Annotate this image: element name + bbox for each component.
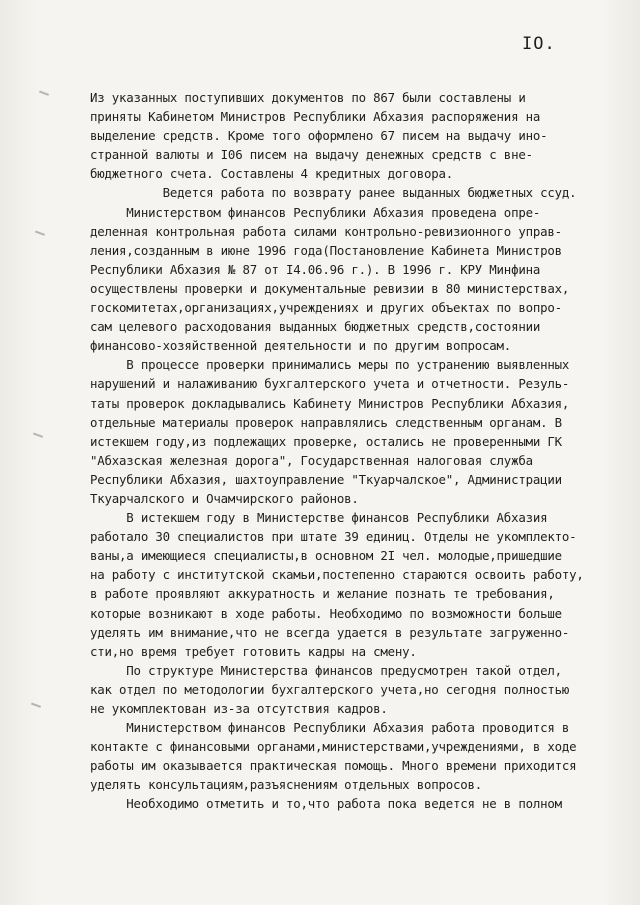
hole-punch-mark bbox=[29, 703, 41, 714]
text-line: ваны,а имеющиеся специалисты,в основном 2I чел. молодые,пришедшие bbox=[90, 548, 562, 564]
text-line: уделять консультациям,разъяснениям отдельных вопросов. bbox=[90, 777, 483, 793]
text-line: нарушений и налаживанию бухгалтерского учета и отчетности. Резуль- bbox=[90, 376, 570, 392]
text-line: ления,созданным в июне 1996 года(Постановление Кабинета Министров bbox=[90, 242, 562, 258]
text-line: В истекшем году в Министерстве финансов Республики Абхазия bbox=[90, 510, 548, 526]
text-line: не укомплектован из-за отсутствия кадров. bbox=[90, 701, 388, 716]
text-line: Республики Абхазия № 87 от I4.06.96 г.). В 1996 г. КРУ Минфина bbox=[90, 261, 541, 277]
body-text bbox=[90, 88, 618, 814]
text-line: деленная контрольная работа силами контрольно-ревизионного управ- bbox=[90, 223, 562, 239]
text-line: Необходимо отметить и то,что работа пока ведется не в полном bbox=[90, 796, 562, 812]
text-line: Ведется работа по возврату ранее выданных бюджетных ссуд. bbox=[90, 185, 577, 201]
text-line: госкомитетах,организациях,учреждениях и других объектах по вопро- bbox=[90, 300, 562, 316]
text-line: отдельные материалы проверок направлялись следственным органам. В bbox=[90, 414, 562, 430]
text-line: работы им оказывается практическая помощь. Много времени приходится bbox=[90, 758, 577, 774]
text-line: в работе проявляют аккуратность и желание познать те требования, bbox=[90, 586, 555, 602]
text-line: странной валюты и I06 писем на выдачу денежных средств с вне- bbox=[90, 147, 533, 163]
text-line: Министерством финансов Республики Абхазия проведена опре- bbox=[90, 204, 541, 220]
text-line: как отдел по методологии бухгалтерского учета,но сегодня полностью bbox=[90, 681, 570, 697]
text-line: истекшем году,из подлежащих проверке, остались не проверенными ГК bbox=[90, 433, 562, 449]
text-line: выделение средств. Кроме того оформлено 67 писем на выдачу ино- bbox=[90, 128, 548, 144]
text-line: уделять им внимание,что не всегда удается в результате загруженно- bbox=[90, 624, 570, 640]
text-line: Республики Абхазия, шахтоуправление "Ткуарчалское", Администрации bbox=[90, 471, 562, 487]
text-line: В процессе проверки принимались меры по устранению выявленных bbox=[90, 357, 570, 373]
text-line: сти,но время требует готовить кадры на смену. bbox=[90, 643, 417, 659]
text-line: Министерством финансов Республики Абхазия работа проводится в bbox=[90, 720, 570, 736]
text-line: осуществлены проверки и документальные ревизии в 80 министерствах, bbox=[90, 280, 570, 296]
text-line: которые возникают в ходе работы. Необходимо по возможности больше bbox=[90, 605, 562, 621]
text-line: Ткуарчалского и Очамчирского районов. bbox=[90, 490, 359, 506]
text-line: По структуре Министерства финансов предусмотрен такой отдел, bbox=[90, 662, 562, 678]
text-line: сам целевого расходования выданных бюджетных средств,состоянии bbox=[90, 319, 541, 335]
text-line: работало 30 специалистов при штате 39 единиц. Отделы не укомплекто- bbox=[90, 529, 577, 545]
text-line: таты проверок докладывались Кабинету Министров Республики Абхазия, bbox=[90, 395, 570, 411]
text-line: контакте с финансовыми органами,министерствами,учреждениями, в ходе bbox=[90, 739, 577, 755]
page-number: IO. bbox=[522, 34, 556, 54]
hole-punch-mark bbox=[37, 91, 49, 102]
text-line: приняты Кабинетом Министров Республики Абхазия распоряжения на bbox=[90, 109, 541, 125]
hole-punch-mark bbox=[31, 433, 43, 444]
text-line: на работу с институтской скамьи,постепенно стараются освоить работу, bbox=[90, 567, 584, 583]
hole-punch-mark bbox=[33, 231, 45, 242]
text-line: финансово-хозяйственной деятельности и по другим вопросам. bbox=[90, 338, 512, 354]
text-line: "Абхазская железная дорога", Государственная налоговая служба bbox=[90, 452, 533, 468]
text-line: Из указанных поступивших документов по 867 были составлены и bbox=[90, 90, 526, 105]
text-line: бюджетного счета. Составлены 4 кредитных договора. bbox=[90, 166, 453, 182]
